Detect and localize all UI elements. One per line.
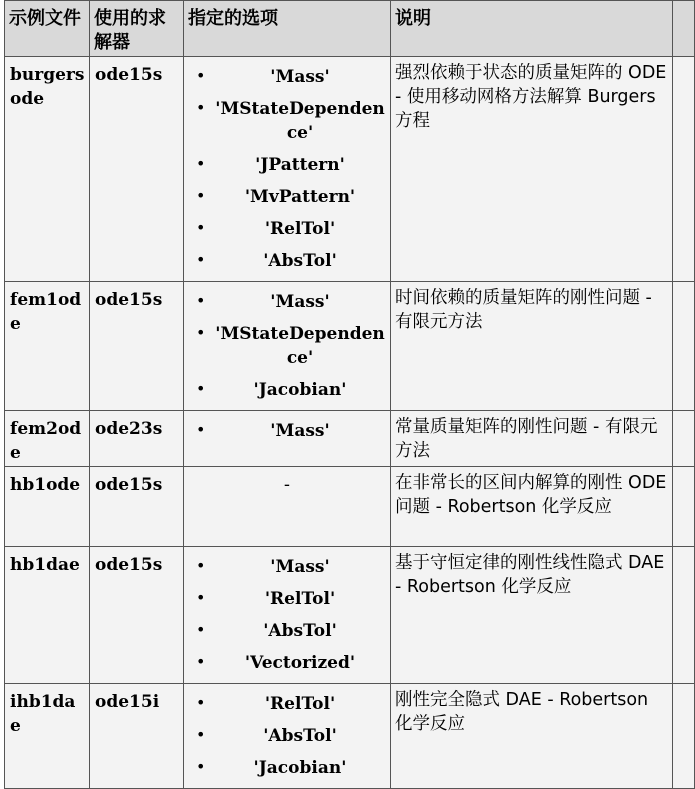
description-cell: 常量质量矩阵的刚性问题 - 有限元方法	[391, 411, 673, 467]
example-file-cell: ihb1dae	[5, 684, 90, 789]
bullet-icon: •	[196, 379, 206, 398]
solver-cell: ode15s	[90, 282, 184, 411]
options-list	[184, 411, 390, 451]
table-row	[5, 57, 695, 282]
bullet-icon: •	[196, 186, 206, 205]
option-text: 'RelTol'	[264, 589, 336, 609]
option-item	[184, 93, 390, 149]
option-text: 'Vectorized'	[244, 653, 356, 673]
options-cell	[184, 57, 391, 282]
option-text: 'Mass'	[270, 67, 330, 87]
option-item	[184, 245, 390, 277]
solver-cell: ode15i	[90, 684, 184, 789]
option-text: 'RelTol'	[264, 694, 336, 714]
overflow-cell	[673, 282, 695, 411]
options-none: -	[283, 475, 291, 495]
example-file-cell: burgersode	[5, 57, 90, 282]
description-cell: 刚性完全隐式 DAE - Robertson 化学反应	[391, 684, 673, 789]
options-cell	[184, 467, 391, 547]
table-row	[5, 467, 695, 547]
option-item	[184, 286, 390, 318]
option-item	[184, 615, 390, 647]
option-item	[184, 688, 390, 720]
bullet-icon: •	[196, 154, 206, 173]
option-item	[184, 61, 390, 93]
bullet-icon: •	[196, 291, 206, 310]
example-file-cell: hb1dae	[5, 547, 90, 684]
option-text: 'JPattern'	[255, 155, 345, 175]
bullet-icon: •	[196, 323, 206, 342]
option-item	[184, 720, 390, 752]
table-row	[5, 282, 695, 411]
option-item	[184, 583, 390, 615]
option-item	[184, 374, 390, 406]
option-text: 'MStateDependence'	[215, 99, 385, 143]
solver-cell: ode23s	[90, 411, 184, 467]
bullet-icon: •	[196, 693, 206, 712]
option-text: 'RelTol'	[264, 219, 336, 239]
bullet-icon: •	[196, 250, 206, 269]
option-item	[184, 149, 390, 181]
table-row	[5, 411, 695, 467]
bullet-icon: •	[196, 588, 206, 607]
description-cell: 强烈依赖于状态的质量矩阵的 ODE - 使用移动网格方法解算 Burgers 方程	[391, 57, 673, 282]
bullet-icon: •	[196, 218, 206, 237]
header-solver: 使用的求解器	[90, 1, 184, 57]
option-item	[184, 752, 390, 784]
options-cell	[184, 411, 391, 467]
header-overflow	[673, 1, 695, 57]
example-file-cell: fem1ode	[5, 282, 90, 411]
description-cell: 基于守恒定律的刚性线性隐式 DAE - Robertson 化学反应	[391, 547, 673, 684]
option-text: 'Jacobian'	[253, 758, 347, 778]
header-description: 说明	[391, 1, 673, 57]
bullet-icon: •	[196, 556, 206, 575]
bullet-icon: •	[196, 66, 206, 85]
option-text: 'Mass'	[270, 557, 330, 577]
options-list	[184, 57, 390, 281]
options-cell	[184, 547, 391, 684]
option-item	[184, 181, 390, 213]
examples-table	[4, 0, 695, 789]
example-file-cell: fem2ode	[5, 411, 90, 467]
bullet-icon: •	[196, 420, 206, 439]
overflow-cell	[673, 411, 695, 467]
options-list	[184, 282, 390, 410]
overflow-cell	[673, 57, 695, 282]
solver-cell: ode15s	[90, 467, 184, 547]
option-item	[184, 551, 390, 583]
overflow-cell	[673, 467, 695, 547]
header-row	[5, 1, 695, 57]
option-text: 'MStateDependence'	[215, 324, 385, 368]
overflow-cell	[673, 684, 695, 789]
option-item	[184, 213, 390, 245]
header-options: 指定的选项	[184, 1, 391, 57]
header-file: 示例文件	[5, 1, 90, 57]
option-text: 'Mass'	[270, 421, 330, 441]
bullet-icon: •	[196, 98, 206, 117]
options-list	[184, 684, 390, 788]
solver-cell: ode15s	[90, 57, 184, 282]
example-file-cell: hb1ode	[5, 467, 90, 547]
bullet-icon: •	[196, 757, 206, 776]
option-text: 'AbsTol'	[263, 251, 337, 271]
options-list	[184, 547, 390, 683]
option-item	[184, 318, 390, 374]
table-row	[5, 547, 695, 684]
option-text: 'MvPattern'	[244, 187, 356, 207]
description-cell: 在非常长的区间内解算的刚性 ODE 问题 - Robertson 化学反应	[391, 467, 673, 547]
description-cell: 时间依赖的质量矩阵的刚性问题 - 有限元方法	[391, 282, 673, 411]
option-item	[184, 415, 390, 447]
option-text: 'AbsTol'	[263, 726, 337, 746]
option-item	[184, 647, 390, 679]
bullet-icon: •	[196, 620, 206, 639]
bullet-icon: •	[196, 725, 206, 744]
option-text: 'Jacobian'	[253, 380, 347, 400]
options-cell	[184, 684, 391, 789]
options-cell	[184, 282, 391, 411]
option-text: 'AbsTol'	[263, 621, 337, 641]
bullet-icon: •	[196, 652, 206, 671]
overflow-cell	[673, 547, 695, 684]
solver-cell: ode15s	[90, 547, 184, 684]
table-row	[5, 684, 695, 789]
option-text: 'Mass'	[270, 292, 330, 312]
